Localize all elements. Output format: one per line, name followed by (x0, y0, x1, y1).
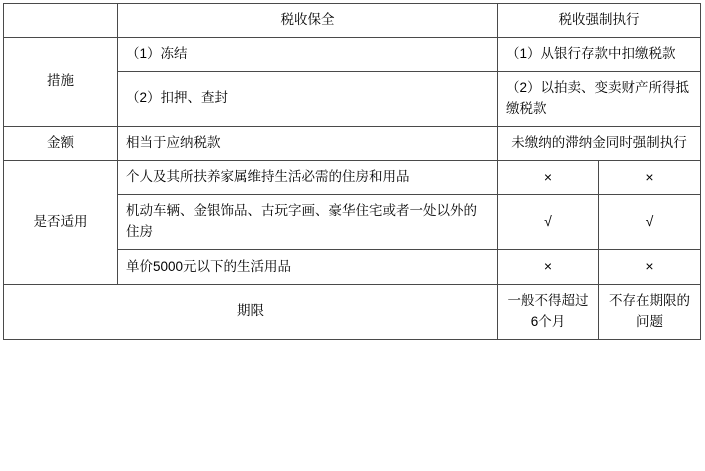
applicability-item-1-preserve: × (498, 160, 599, 195)
applicability-item-3-text: 单价5000元以下的生活用品 (118, 250, 498, 285)
applicability-item-3-enforce: × (599, 250, 701, 285)
applicability-item-2-preserve: √ (498, 195, 599, 250)
amount-preserve: 相当于应纳税款 (118, 126, 498, 160)
row-label-measures: 措施 (4, 37, 118, 126)
row-label-amount: 金额 (4, 126, 118, 160)
comparison-table-document (0, 3, 705, 471)
term-preserve: 一般不得超过6个月 (498, 284, 599, 339)
measures-preserve-1: （1）冻结 (118, 37, 498, 71)
table-row (4, 37, 701, 71)
header-corner-cell (4, 4, 118, 38)
row-label-applicability: 是否适用 (4, 160, 118, 284)
table-row (4, 126, 701, 160)
applicability-item-2-text: 机动车辆、金银饰品、古玩字画、豪华住宅或者一处以外的住房 (118, 195, 498, 250)
table-row (4, 160, 701, 195)
tax-preservation-enforcement-table (3, 3, 701, 340)
table-row (4, 284, 701, 339)
applicability-item-3-preserve: × (498, 250, 599, 285)
row-label-term: 期限 (4, 284, 498, 339)
measures-enforce-1: （1）从银行存款中扣缴税款 (498, 37, 701, 71)
measures-enforce-2: （2）以拍卖、变卖财产所得抵缴税款 (498, 71, 701, 126)
amount-enforce: 未缴纳的滞纳金同时强制执行 (498, 126, 701, 160)
applicability-item-1-enforce: × (599, 160, 701, 195)
header-preserve-cell: 税收保全 (118, 4, 498, 38)
applicability-item-1-text: 个人及其所扶养家属维持生活必需的住房和用品 (118, 160, 498, 195)
term-enforce: 不存在期限的问题 (599, 284, 701, 339)
measures-preserve-2: （2）扣押、查封 (118, 71, 498, 126)
header-enforce-cell: 税收强制执行 (498, 4, 701, 38)
applicability-item-2-enforce: √ (599, 195, 701, 250)
table-row-header (4, 4, 701, 38)
